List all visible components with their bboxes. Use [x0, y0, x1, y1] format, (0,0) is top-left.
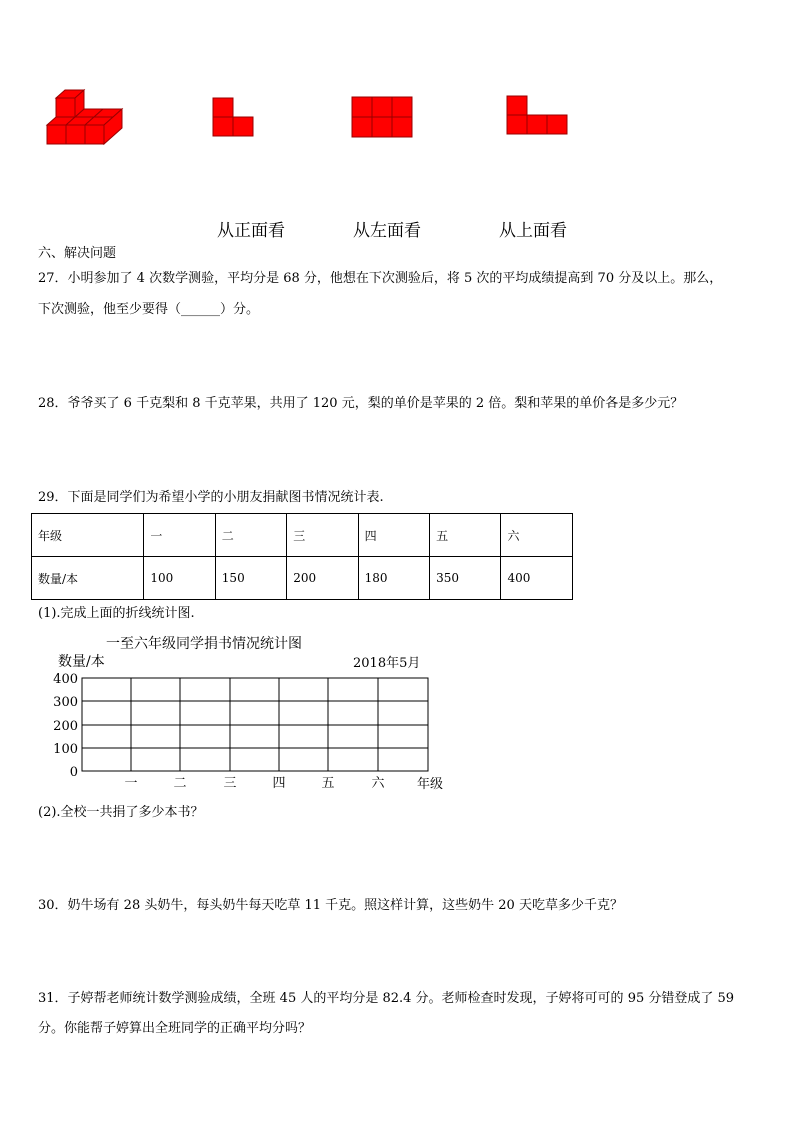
line-chart-grid	[40, 650, 460, 795]
table-header-count: 数量/本	[32, 557, 144, 600]
x-tick-label: 三	[223, 776, 237, 791]
front-view-caption: 从正面看	[217, 221, 285, 241]
y-tick-label: 400	[53, 672, 78, 687]
x-tick-label: 六	[371, 776, 385, 791]
table-cell: 180	[358, 557, 429, 600]
table-cell: 六	[501, 514, 573, 557]
q29-part2: (2).全校一共捐了多少本书？	[38, 805, 204, 820]
x-tick-label: 二	[173, 776, 187, 791]
q28-text: 28．爷爷买了 6 千克梨和 8 千克苹果，共用了 120 元，梨的单价是苹果的 2 倍。梨和苹果的单价各是多少元？	[38, 396, 684, 411]
table-cell: 400	[501, 557, 573, 600]
solid-figure	[40, 80, 130, 150]
x-tick-label: 五	[321, 776, 335, 791]
x-tick-label: 四	[272, 776, 286, 791]
top-view-figure	[506, 95, 568, 137]
y-tick-label: 100	[53, 742, 78, 757]
q31-line1: 31．子婷帮老师统计数学测验成绩，全班 45 人的平均分是 82.4 分。老师检查时发现，子婷将可可的 95 分错登成了 59	[38, 991, 735, 1006]
table-cell: 200	[287, 557, 358, 600]
q31-line2: 分。你能帮子婷算出全班同学的正确平均分吗？	[38, 1021, 312, 1036]
chart-title: 一至六年级同学捐书情况统计图	[106, 636, 302, 652]
x-tick-label: 一	[124, 776, 138, 791]
table-cell: 三	[287, 514, 358, 557]
q27-line2: 下次测验，他至少要得（______）分。	[38, 302, 260, 317]
q30-text: 30．奶牛场有 28 头奶牛，每头奶牛每天吃草 11 千克。照这样计算，这些奶牛 20 天吃草多少千克？	[38, 898, 623, 913]
table-cell: 四	[358, 514, 429, 557]
y-tick-label: 200	[53, 719, 78, 734]
x-unit-label: 年级	[416, 777, 444, 792]
left-view-caption: 从左面看	[353, 221, 421, 241]
top-view-caption: 从上面看	[499, 221, 567, 241]
y-tick-label: 0	[69, 765, 78, 780]
q29-part1: (1).完成上面的折线统计图.	[38, 606, 195, 621]
table-cell: 二	[215, 514, 286, 557]
section-title: 六、解决问题	[38, 246, 117, 261]
table-cell: 150	[215, 557, 286, 600]
y-tick-label: 300	[53, 695, 78, 710]
q27-line1: 27．小明参加了 4 次数学测验，平均分是 68 分，他想在下次测验后，将 5 次的平均成绩提高到 70 分及以上。那么，	[38, 271, 723, 286]
table-row	[32, 557, 573, 600]
chart-date: 2018年5月	[353, 656, 421, 671]
donation-table	[31, 513, 573, 600]
y-unit-label: 数量/本	[58, 654, 105, 670]
table-cell: 100	[144, 557, 215, 600]
front-view-figure	[212, 97, 256, 139]
table-cell: 五	[430, 514, 501, 557]
table-row	[32, 514, 573, 557]
table-cell: 350	[430, 557, 501, 600]
q29-intro: 29．下面是同学们为希望小学的小朋友捐献图书情况统计表.	[38, 490, 384, 505]
table-cell: 一	[144, 514, 215, 557]
left-view-figure	[351, 96, 413, 138]
table-header-grade: 年级	[32, 514, 144, 557]
